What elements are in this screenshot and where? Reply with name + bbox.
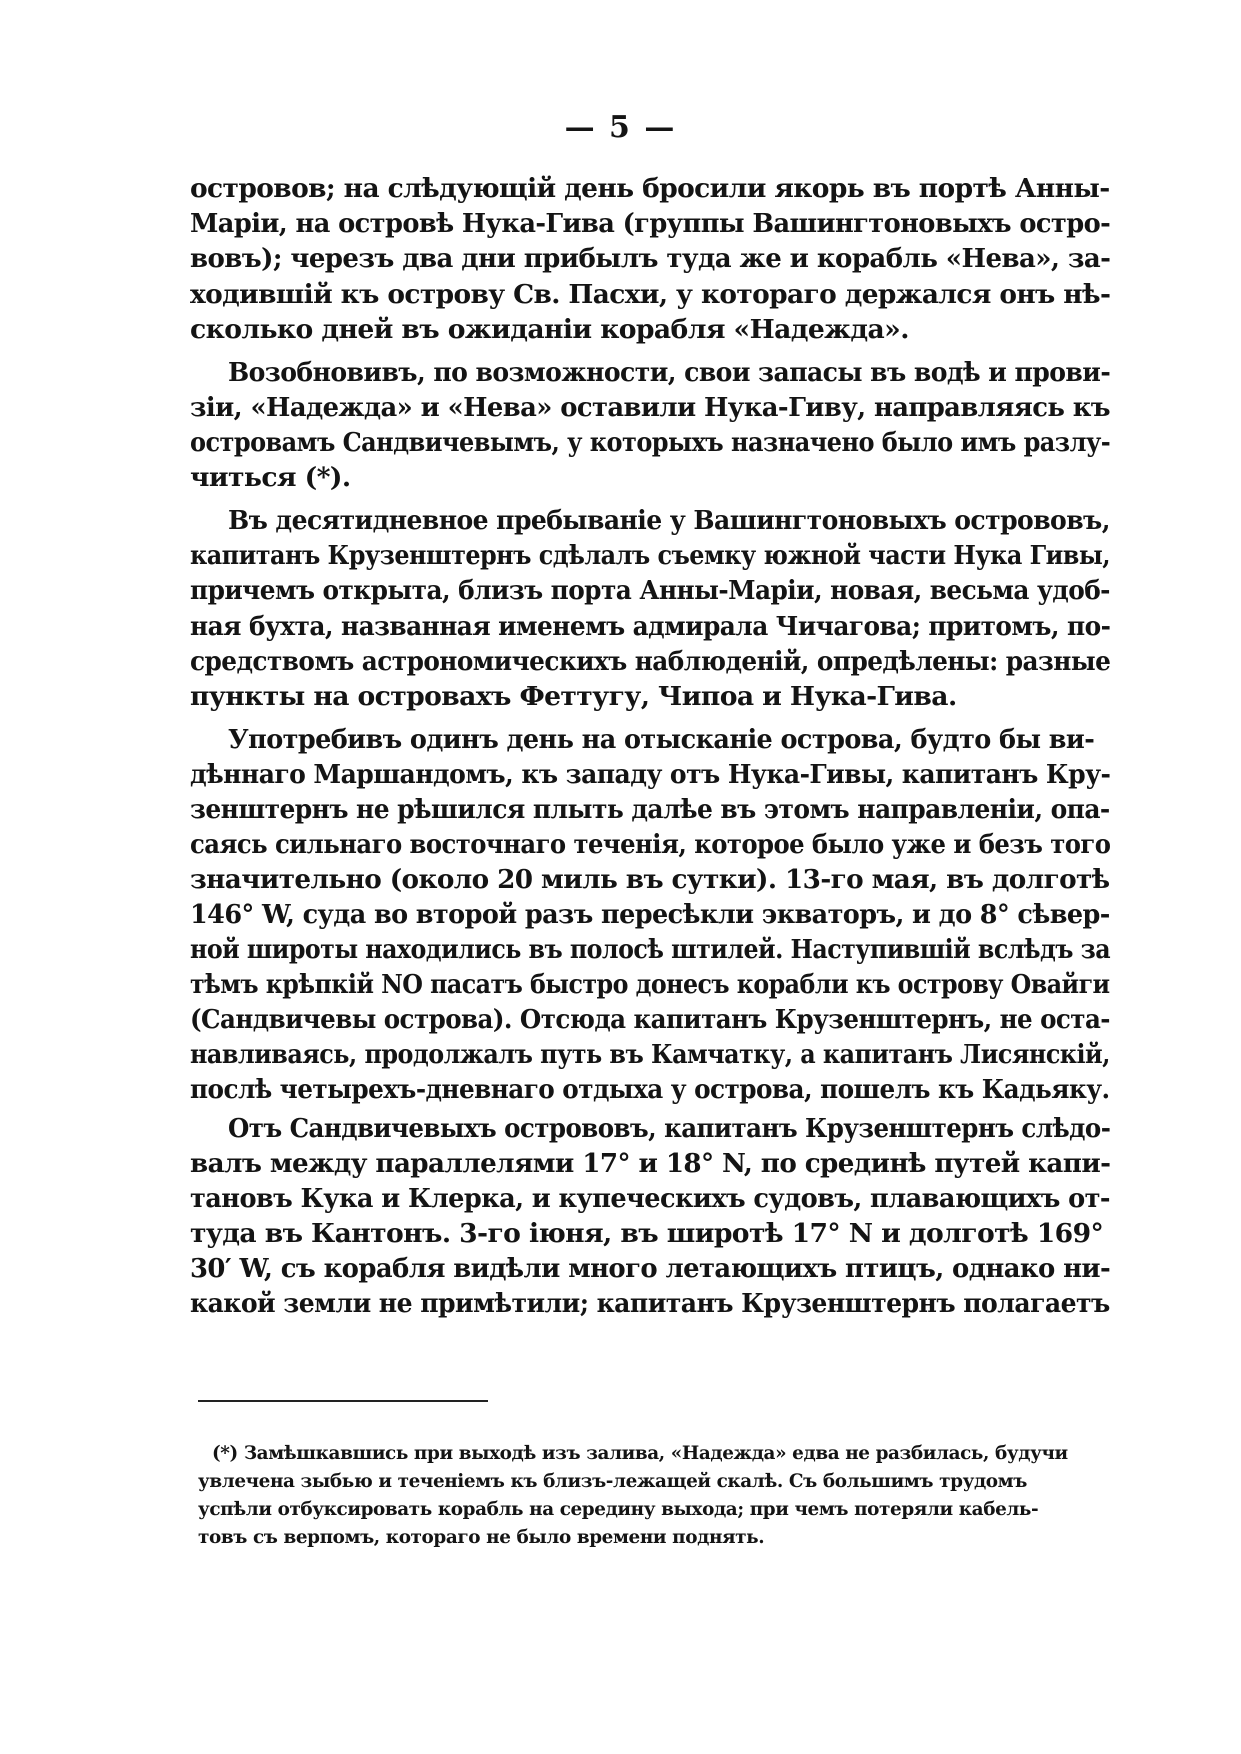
text-line: туда въ Кантонъ. 3-го іюня, въ широтѣ 17° N и долготѣ 169° (190, 1218, 1104, 1249)
text-line: навливаясь, продолжалъ путь въ Камчатку, а капитанъ Лисянскій, (190, 1039, 1110, 1070)
text-line: саясь сильнаго восточнаго теченія, которое было уже и безъ того (190, 829, 1111, 860)
text-line: причемъ открыта, близъ порта Анны-Маріи, новая, весьма удоб- (190, 575, 1110, 606)
text-line: Возобновивъ, по возможности, свои запасы въ водѣ и прови- (228, 357, 1111, 388)
text-line: тановъ Кука и Клерка, и купеческихъ судовъ, плавающихъ от- (190, 1183, 1110, 1214)
text-line: капитанъ Крузенштернъ сдѣлалъ съемку южной части Нука Гивы, (190, 540, 1111, 571)
text-line: читься (*). (190, 462, 351, 493)
text-line: дѣннаго Маршандомъ, къ западу отъ Нука-Гивы, капитанъ Кру- (190, 759, 1111, 790)
text-line: 30′ W, съ корабля видѣли много летающихъ птицъ, однако ни- (190, 1253, 1111, 1284)
text-line: Отъ Сандвичевыхъ острововъ, капитанъ Крузенштернъ слѣдо- (228, 1113, 1111, 1144)
text-line: островов; на слѣдующій день бросили якорь въ портѣ Анны- (190, 173, 1110, 204)
text-line: тѣмъ крѣпкій NO пасатъ быстро донесъ корабли къ острову Овайги (190, 969, 1110, 1000)
text-line: островамъ Сандвичевымъ, у которыхъ назначено было имъ разлу- (190, 427, 1111, 458)
text-line: Употребивъ одинъ день на отысканіе острова, будто бы ви- (228, 724, 1095, 755)
text-line: какой земли не примѣтили; капитанъ Крузенштернъ полагаетъ (190, 1288, 1110, 1319)
text-line: сколько дней въ ожиданіи корабля «Надежда». (190, 314, 909, 345)
text-line: ной широты находились въ полосѣ штилей. Наступившій вслѣдъ за (190, 934, 1111, 965)
footnote-line: товъ съ верпомъ, котораго не было времени поднять. (198, 1527, 765, 1548)
footnote-line: (*) Замѣшкавшись при выходѣ изъ залива, «Надежда» едва не разбилась, будучи (212, 1443, 1068, 1464)
text-line: (Сандвичевы острова). Отсюда капитанъ Крузенштернъ, не оста- (190, 1004, 1110, 1035)
text-line: 146° W, суда во второй разъ пересѣкли экваторъ, и до 8° сѣвер- (190, 899, 1110, 930)
text-line: зіи, «Надежда» и «Нева» оставили Нука-Гиву, направляясь къ (190, 392, 1110, 423)
text-line: зенштернъ не рѣшился плыть далѣе въ этомъ направленіи, опа- (190, 794, 1110, 825)
text-line: ходившій къ острову Св. Пасхи, у котораго держался онъ нѣ- (190, 279, 1111, 310)
text-line: валъ между параллелями 17° и 18° N, по срединѣ путей капи- (190, 1148, 1111, 1179)
footnote-line: увлечена зыбью и теченіемъ къ близъ-лежащей скалѣ. Съ большимъ трудомъ (198, 1471, 1027, 1492)
text-line: Въ десятидневное пребываніе у Вашингтоновыхъ острововъ, (228, 505, 1110, 536)
text-line: пункты на островахъ Феттугу, Чипоа и Нука-Гива. (190, 681, 957, 712)
page-number: — 5 — (564, 110, 677, 145)
text-line: послѣ четырехъ-дневнаго отдыха у острова, пошелъ къ Кадьяку. (190, 1074, 1110, 1105)
text-line: Маріи, на островѣ Нука-Гива (группы Вашингтоновыхъ остро- (190, 208, 1111, 239)
footnote-line: успѣли отбуксировать корабль на середину выхода; при чемъ потеряли кабель- (198, 1499, 1039, 1520)
footnote-divider (198, 1400, 488, 1402)
text-line: ная бухта, названная именемъ адмирала Чичагова; притомъ, по- (190, 611, 1111, 642)
text-line: значительно (около 20 миль въ сутки). 13-го мая, въ долготѣ (190, 864, 1110, 895)
text-line: средствомъ астрономическихъ наблюденій, опредѣлены: разные (190, 646, 1111, 677)
text-line: вовъ); черезъ два дни прибылъ туда же и корабль «Нева», за- (190, 243, 1111, 274)
